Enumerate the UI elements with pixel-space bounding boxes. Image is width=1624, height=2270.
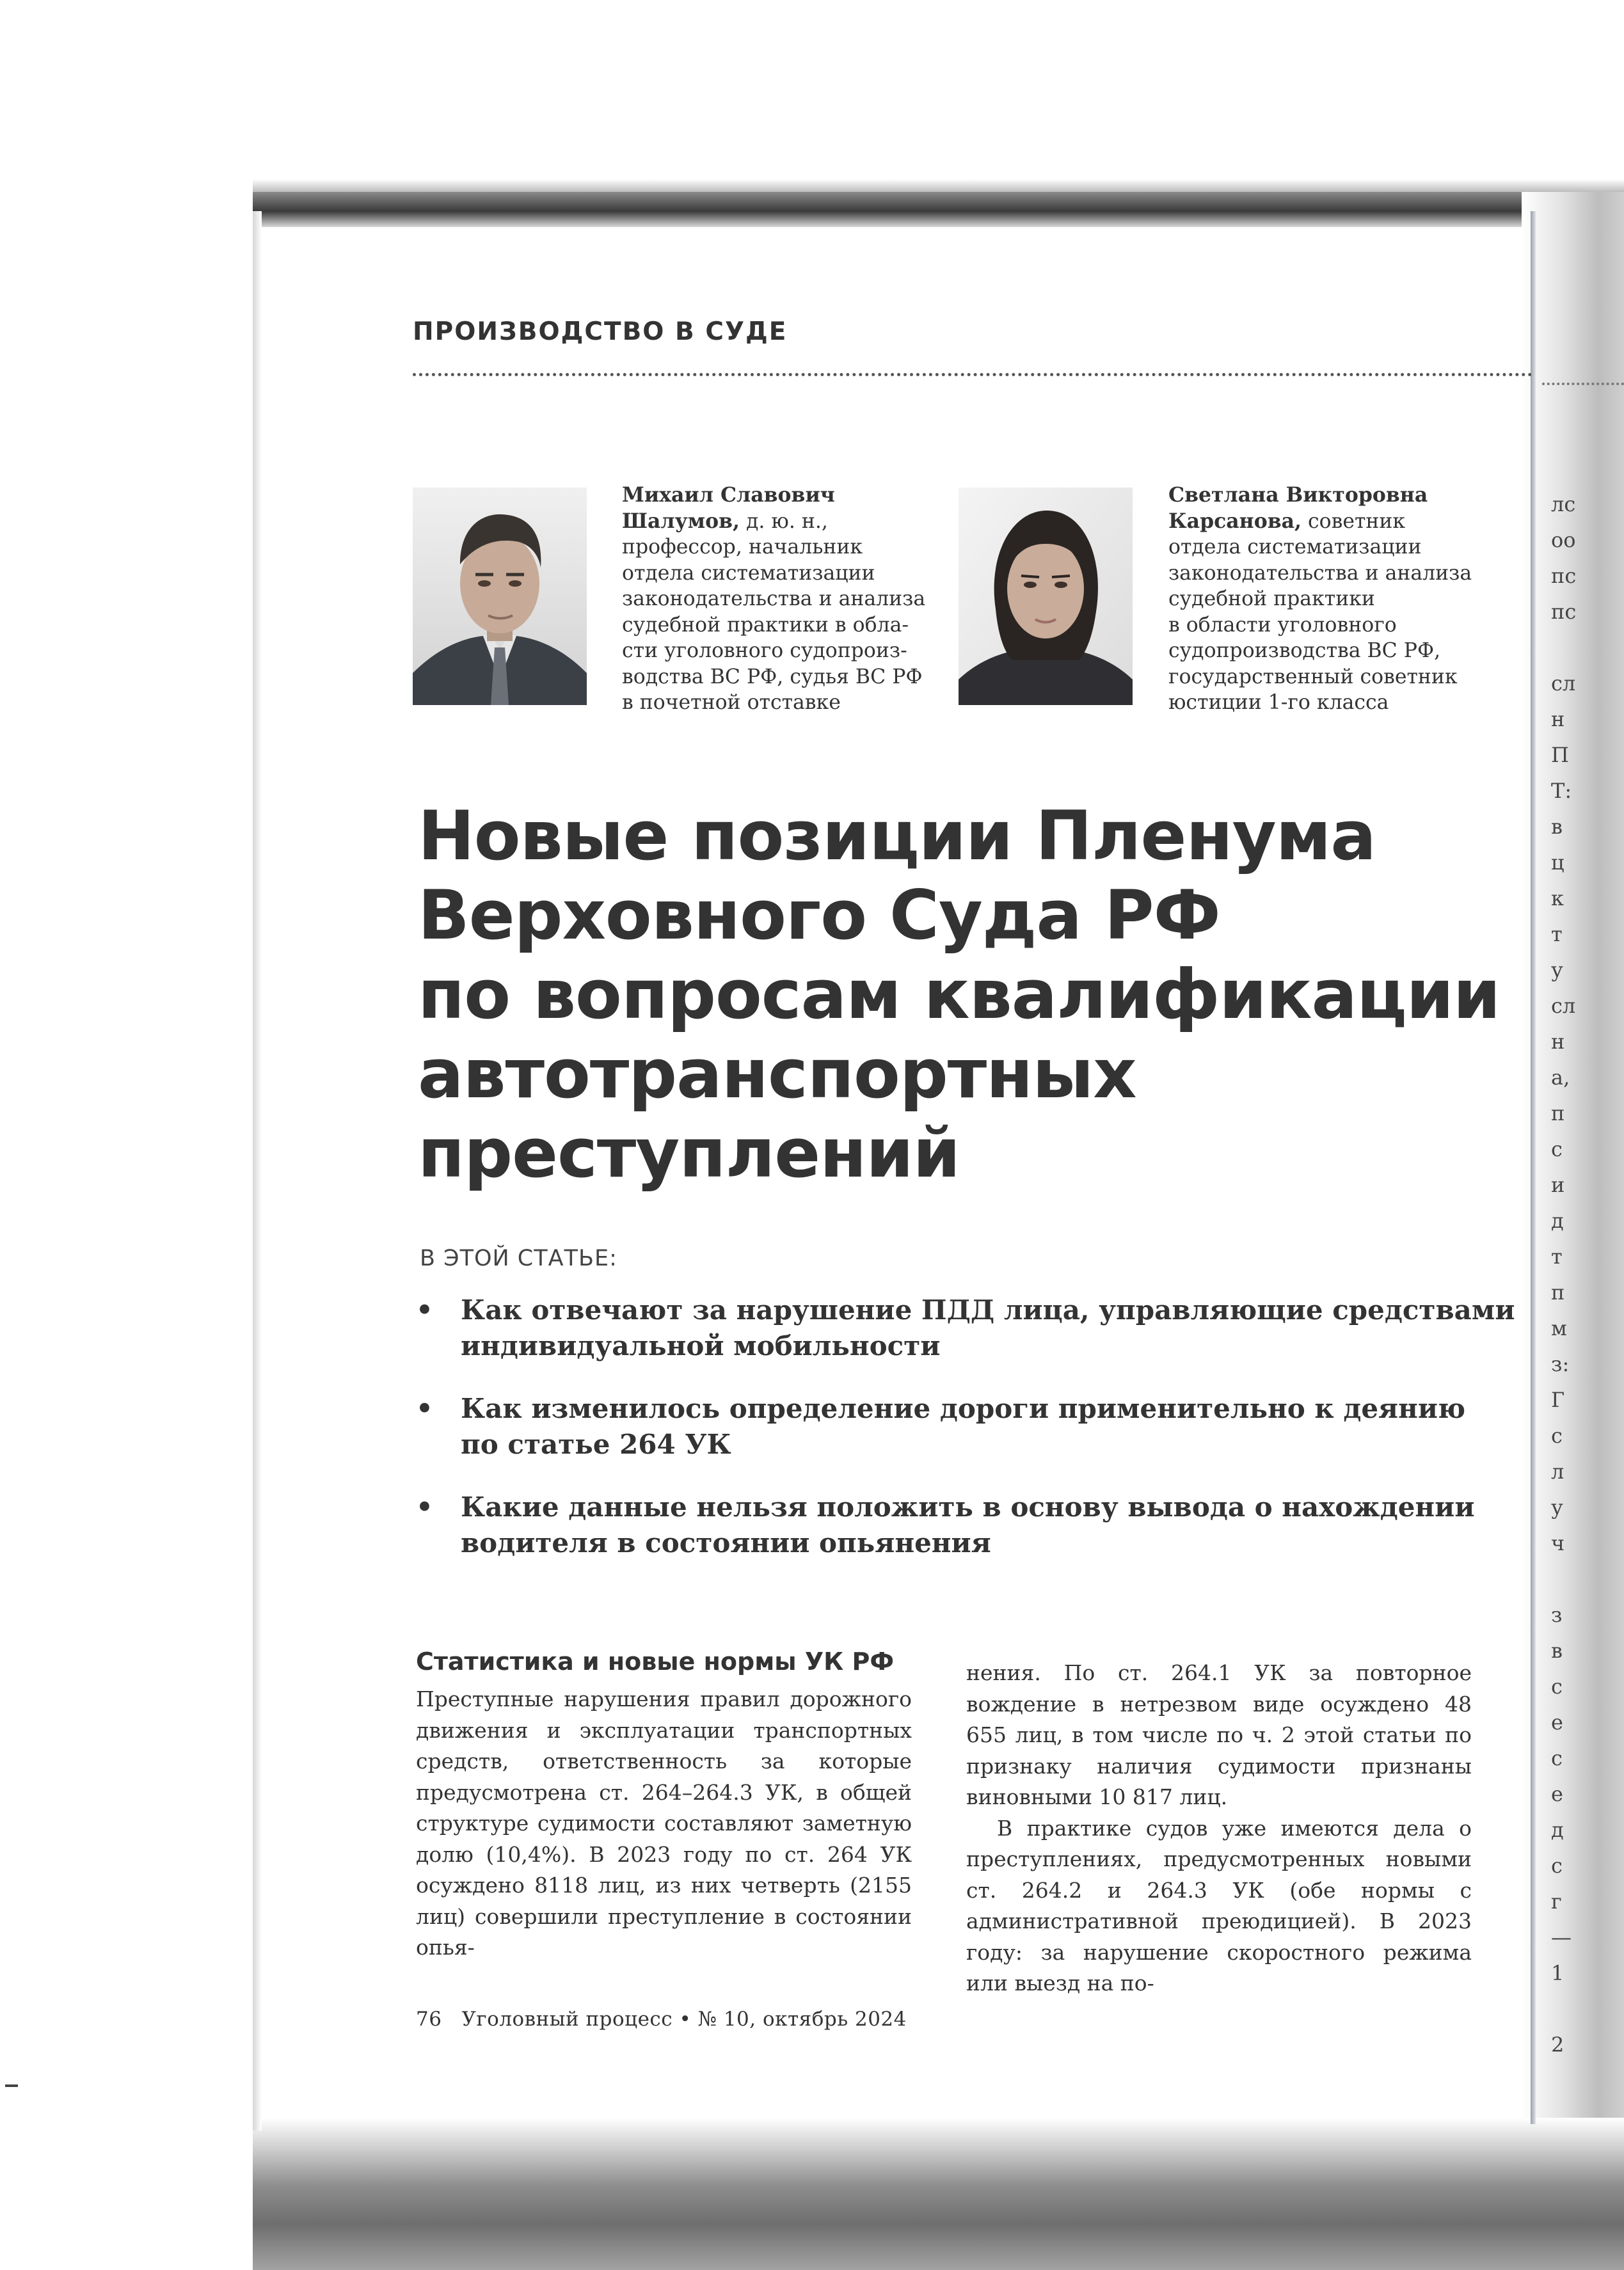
author-1-name-line-1: Михаил Славович	[622, 483, 835, 507]
body-paragraph: Преступные нарушения правил дорожного движения и эксплуатации транспортных средств, ответственность за которые предусмотрена ст. 264–264.3 УК, в общей структуре судимости составляют заметную долю (10,4%). В 2023 году по ст. 264 УК осуждено 8118 лиц, из них четверть (2155 лиц) совершили преступление в состоянии опья-	[416, 1687, 912, 1960]
subsection-heading: Статистика и новые нормы УК РФ	[416, 1647, 895, 1676]
stub-line: с	[1551, 1424, 1563, 1448]
stub-line: и	[1551, 1173, 1565, 1197]
stub-line: д	[1551, 1209, 1564, 1233]
stub-line: сл	[1551, 671, 1576, 695]
stub-line: 1	[1551, 1961, 1564, 1985]
stub-line: у	[1551, 958, 1563, 982]
body-column-2	[966, 1658, 1472, 1999]
next-page-column-stub	[1551, 486, 1589, 2063]
body-paragraph: В практике судов уже имеются дела о преступлениях, предусмотренных новыми ст. 264.2 и 264.3 УК (обе нормы с административной преюдицией). В 2023 году: за нарушение скоростного режима или выезд на по-	[966, 1815, 1472, 1996]
section-label: ПРОИЗВОДСТВО В СУДЕ	[413, 317, 788, 346]
author-1-bio-line: профессор, начальник	[622, 536, 863, 559]
stub-line: 2	[1551, 2033, 1564, 2057]
author-1-bio-line: отдела систематизации	[622, 561, 875, 585]
stub-line: г	[1551, 1889, 1562, 1914]
stub-line: т	[1551, 922, 1563, 946]
stub-line: е	[1551, 1782, 1563, 1806]
article-title-line: преступлений	[418, 1114, 960, 1193]
stub-line: е	[1551, 1710, 1563, 1734]
stub-line: Г	[1551, 1388, 1565, 1412]
author-1-degree: д. ю. н.,	[739, 509, 828, 533]
highlight-item	[416, 1489, 1523, 1561]
author-photo-2	[959, 488, 1133, 705]
next-page-dotted-rule	[1542, 383, 1624, 385]
stub-line	[1551, 1561, 1589, 1597]
highlight-line: водителя в состоянии опьянения	[461, 1527, 991, 1559]
author-1-bio-line: судебной практики в обла-	[622, 613, 909, 637]
author-2-position: советник	[1302, 509, 1406, 533]
highlight-item	[416, 1391, 1523, 1463]
highlight-item	[416, 1292, 1523, 1364]
stub-line: у	[1551, 1495, 1563, 1520]
highlight-line: Как отвечают за нарушение ПДД лица, управляющие средствами	[461, 1294, 1515, 1326]
stub-line: т	[1551, 1244, 1563, 1269]
article-highlights	[416, 1292, 1523, 1588]
author-2-name-line-1: Светлана Викторовна	[1168, 483, 1428, 507]
highlight-line: Какие данные нельзя положить в основу вывода о нахождении	[461, 1491, 1475, 1523]
author-2-name-line-2: Карсанова,	[1168, 509, 1302, 533]
body-paragraph: нения. По ст. 264.1 УК за повторное вождение в нетрезвом виде осуждено 48 655 лиц, в том числе по ч. 2 этой статьи по признаку наличия судимости признаны виновными 10 817 лиц.	[966, 1660, 1472, 1809]
author-1-bio-line: законодательства и анализа	[622, 587, 926, 610]
stub-line: лс	[1551, 492, 1576, 516]
stub-line: н	[1551, 1029, 1565, 1054]
author-1-info	[622, 482, 955, 716]
bullet-glyph: •	[416, 1393, 433, 1424]
page-fold-line	[1531, 211, 1536, 2124]
highlight-line: Как изменилось определение дороги применительно к деянию	[461, 1393, 1466, 1424]
page-left-edge	[253, 211, 262, 2131]
stub-line: а,	[1551, 1065, 1570, 1090]
article-title-line: по вопросам квалификации	[418, 955, 1501, 1034]
stub-line: П	[1551, 743, 1569, 767]
stub-line: Т:	[1551, 779, 1572, 803]
author-photo-1	[413, 488, 587, 705]
author-2-bio-line: в области уголовного	[1168, 613, 1397, 637]
bullet-glyph: •	[416, 1491, 433, 1523]
stub-line: п	[1551, 1280, 1565, 1305]
author-2-bio-line: юстиции 1-го класса	[1168, 691, 1389, 714]
stub-line: п	[1551, 1101, 1565, 1125]
highlight-line: по статье 264 УК	[461, 1429, 731, 1460]
article-title-line: Новые позиции Пленума	[418, 797, 1376, 875]
author-2-bio-line: отдела систематизации	[1168, 536, 1422, 559]
stub-line: с	[1551, 1853, 1563, 1878]
stub-line: —	[1551, 1925, 1572, 1949]
header-dotted-rule	[413, 373, 1532, 376]
stub-line: д	[1551, 1818, 1564, 1842]
body-column-1	[416, 1646, 912, 1964]
stub-line	[1551, 1991, 1589, 2027]
stub-line: в	[1551, 814, 1563, 839]
author-1-bio-line: водства ВС РФ, судья ВС РФ	[622, 665, 923, 688]
scan-shadow-bottom	[253, 2118, 1624, 2270]
scan-shadow-top	[253, 192, 1624, 227]
stub-line: к	[1551, 886, 1564, 910]
scan-mark	[5, 2084, 18, 2087]
stub-line: з:	[1551, 1352, 1570, 1376]
stub-line	[1551, 630, 1589, 665]
author-1-bio-line: сти уголовного судопроиз-	[622, 639, 907, 662]
stub-line: с	[1551, 1746, 1563, 1770]
stub-line: з	[1551, 1603, 1563, 1627]
stub-line: в	[1551, 1639, 1563, 1663]
highlight-line: индивидуальной мобильности	[461, 1330, 941, 1361]
author-2-bio-line: государственный советник	[1168, 665, 1458, 688]
article-title	[418, 797, 1506, 1193]
stub-line: н	[1551, 707, 1565, 731]
stub-line: ч	[1551, 1531, 1565, 1555]
article-title-line: Верховного Суда РФ	[418, 876, 1220, 955]
stub-line: сл	[1551, 994, 1576, 1018]
stub-line: л	[1551, 1459, 1564, 1484]
page-footer: 76 Уголовный процесс • № 10, октябрь 2024	[416, 2008, 907, 2031]
author-1-name-line-2: Шалумов,	[622, 509, 740, 533]
author-1-bio-line: в почетной отставке	[622, 691, 841, 714]
stub-line: пс	[1551, 564, 1577, 588]
stub-line: ц	[1551, 850, 1564, 875]
author-2-bio-line: законодательства и анализа	[1168, 561, 1472, 585]
stub-line: с	[1551, 1137, 1563, 1161]
stub-line: с	[1551, 1674, 1563, 1699]
bullet-glyph: •	[416, 1294, 433, 1326]
article-title-line: автотранспортных	[418, 1035, 1136, 1113]
stub-line: пс	[1551, 599, 1577, 624]
author-2-bio-line: судопроизводства ВС РФ,	[1168, 639, 1441, 662]
author-2-bio-line: судебной практики	[1168, 587, 1375, 610]
author-2-info	[1168, 482, 1501, 716]
stub-line: оо	[1551, 528, 1576, 552]
in-article-label: В ЭТОЙ СТАТЬЕ:	[420, 1246, 617, 1271]
stub-line: м	[1551, 1316, 1567, 1340]
